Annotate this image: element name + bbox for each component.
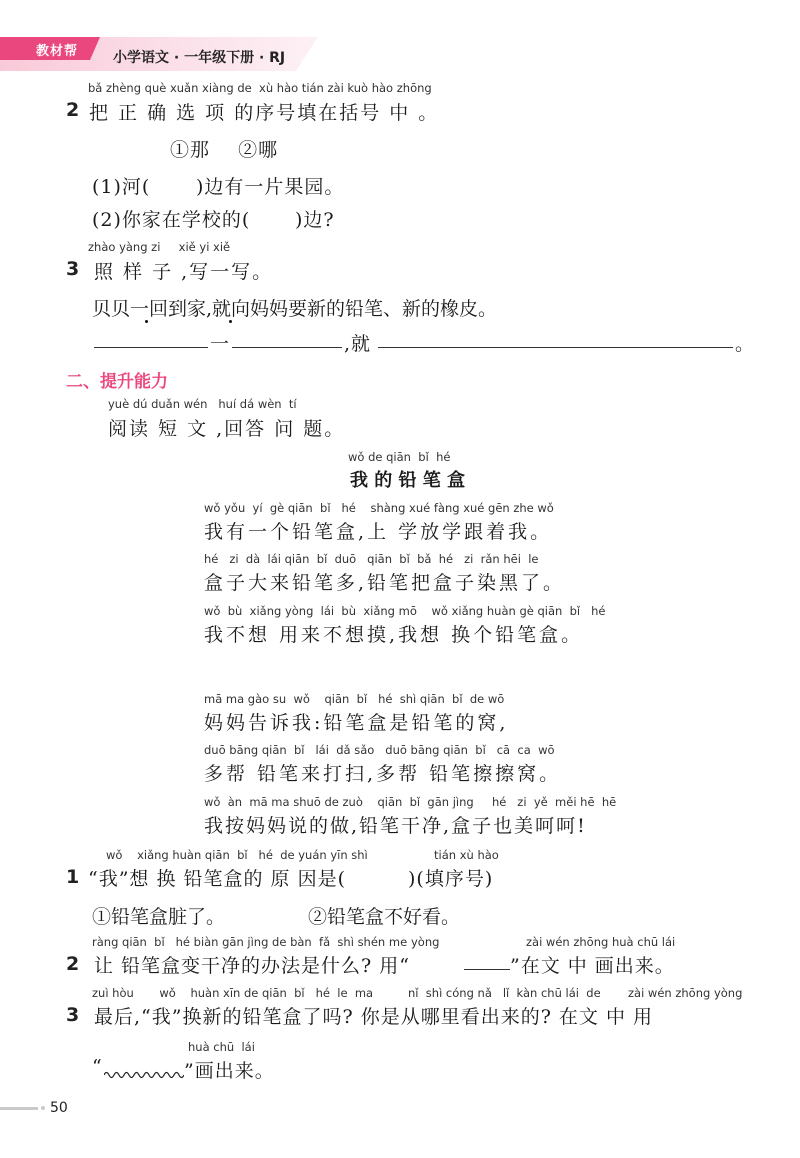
r1-number: 1 (66, 866, 80, 888)
q3-blank-3[interactable] (378, 347, 733, 348)
r3-wavy-line[interactable] (104, 1070, 184, 1080)
r1-pinyin-tail: tián xù hào (434, 848, 499, 862)
r1-pinyin: wǒ xiǎng huàn qiān bǐ hé de yuán yīn shì (106, 848, 368, 862)
section-title: 二、提升能力 (66, 372, 168, 392)
q2-item2-prefix: (2)你家在学校的( (92, 209, 251, 231)
r2-blank[interactable] (464, 969, 510, 970)
instruction-pinyin: yuè dú duǎn wén huí dá wèn tí (108, 397, 297, 411)
r1-option-2: ②铅笔盒不好看。 (308, 906, 461, 928)
r3-stem: 最后,“我”换新的铅笔盒了吗? 你是从哪里看出来的? 在文 中 用 (94, 1006, 653, 1028)
book-title: 小学语文 · 一年级下册 · RJ (113, 50, 286, 66)
r2-stem: 让 铅笔盒变干净的办法是什么? 用“ (94, 955, 410, 977)
r3-pinyin-mid: nǐ shì cóng nǎ lǐ kàn chū lái de (408, 986, 601, 1000)
r3-pinyin-line2: huà chū lái (188, 1040, 255, 1054)
q2-stem: 把 正 确 选 项 的序号填在括号 中 。 (89, 102, 440, 124)
q3-blank-2[interactable] (232, 347, 342, 348)
q3-example: 贝贝一回到家,就向妈妈要新的铅笔、新的橡皮。 (92, 298, 498, 320)
instruction: 阅读 短 文 ,回答 问 题。 (108, 418, 346, 440)
r2-pinyin-mid: yòng (411, 935, 440, 949)
brand-label: 教材帮 (36, 44, 79, 59)
poem-line-pinyin: wǒ yǒu yí gè qiān bǐ hé shàng xué fàng xué gēn zhe wǒ (204, 501, 554, 515)
r2-pinyin-tail: zài wén zhōng huà chū lái (526, 935, 676, 949)
q3-number: 3 (66, 258, 80, 280)
r2-number: 2 (66, 953, 80, 975)
q3-end-mark: 。 (735, 333, 756, 355)
r3-pinyin-tail: zài wén zhōng yòng (628, 986, 743, 1000)
poem-line: 我有一个铅笔盒,上 学放学跟着我。 (204, 521, 553, 543)
r3-quote-close: ”画出来。 (184, 1060, 275, 1082)
poem-line-pinyin: wǒ àn mā ma shuō de zuò qiān bǐ gān jìng hé zi yě měi hē hē (204, 795, 617, 809)
poem-line: 妈妈告诉我:铅笔盒是铅笔的窝, (204, 712, 509, 734)
emphasis-dot (145, 320, 148, 323)
r3-number: 3 (66, 1004, 80, 1026)
poem-line-pinyin: mā ma gào su wǒ qiān bǐ hé shì qiān bǐ de wō (204, 692, 505, 706)
emphasis-dot (229, 320, 232, 323)
passage-title-pinyin: wǒ de qiān bǐ hé (348, 450, 451, 464)
r2-pinyin: ràng qiān bǐ hé biàn gān jìng de bàn fǎ shì shén me (92, 935, 408, 949)
poem-line-pinyin: duō bāng qiān bǐ lái dǎ sǎo duō bāng qiān bǐ cā ca wō (204, 743, 555, 757)
page-number: 50 (50, 1100, 68, 1116)
poem-line: 多帮 铅笔来打扫,多帮 铅笔擦擦窝。 (204, 763, 562, 785)
r1-stem: “我”想 换 铅笔盒的 原 因是( (88, 868, 346, 890)
r1-stem-tail: )(填序号) (408, 868, 494, 890)
q3-pinyin: zhào yàng zi xiě yi xiě (88, 240, 231, 254)
r1-option-1: ①铅笔盒脏了。 (92, 906, 226, 928)
q3-stem: 照 样 子 ,写一写。 (94, 261, 274, 283)
q2-pinyin: bǎ zhèng què xuǎn xiàng de xù hào tián zài kuò hào zhōng (88, 81, 432, 95)
q3-blank-1[interactable] (94, 347, 208, 348)
poem-line: 盒子大来铅笔多,铅笔把盒子染黑了。 (204, 572, 566, 594)
poem-line-pinyin: wǒ bù xiǎng yòng lái bù xiǎng mō wǒ xiǎng huàn gè qiān bǐ hé (204, 604, 606, 618)
q2-item1-prefix: (1)河( (92, 176, 151, 198)
poem-line: 我按妈妈说的做,铅笔干净,盒子也美呵呵! (204, 815, 587, 837)
poem-line: 我不想 用来不想摸,我想 换个铅笔盒。 (204, 624, 584, 646)
q2-item1-suffix: )边有一片果园。 (196, 176, 345, 198)
r3-pinyin: zuì hòu wǒ huàn xīn de qiān bǐ hé le ma (92, 986, 374, 1000)
poem-line-pinyin: hé zi dà lái qiān bǐ duō qiān bǐ bǎ hé zi rǎn hēi le (204, 552, 539, 566)
q2-number: 2 (66, 99, 80, 121)
passage-title: 我 的 铅 笔 盒 (350, 470, 466, 491)
footer-bar (0, 1107, 38, 1110)
r3-quote-open: “ (92, 1056, 103, 1078)
footer-dot (41, 1106, 45, 1110)
q3-jiu: ,就 (344, 333, 372, 355)
r2-stem-tail: ”在文 中 画出来。 (510, 955, 675, 977)
q2-options: ①那 ②哪 (170, 139, 279, 161)
q2-item2-suffix: )边? (295, 209, 335, 231)
q3-yi: 一 (210, 333, 231, 355)
